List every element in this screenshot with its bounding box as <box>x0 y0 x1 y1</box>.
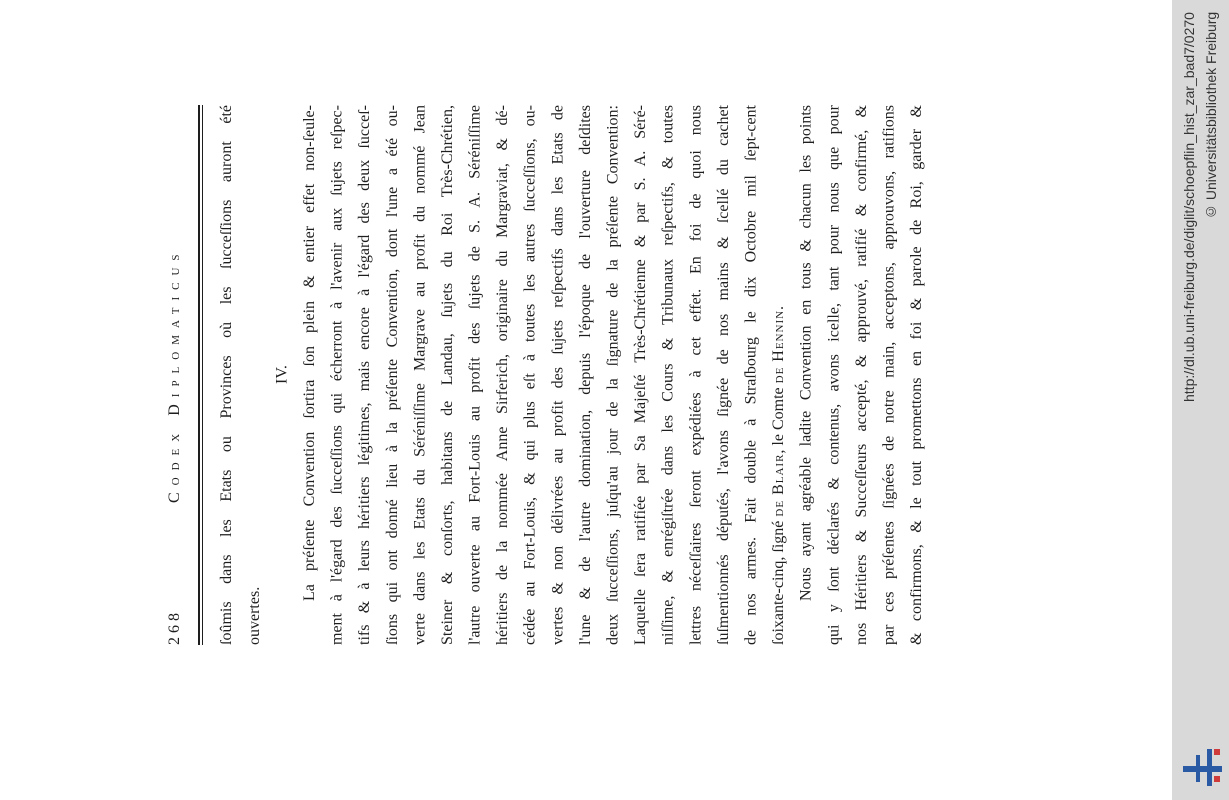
text-line: qui y ſont déclarés & contenus, avons icelle, tant pour nous que pour <box>825 105 843 645</box>
text-line: l'une & de l'autre domination, depuis l'époque de l'ouverture deſdites <box>576 105 594 645</box>
text-line: Nous ayant agréable ladite Convention en tous & chacun les points <box>797 105 815 601</box>
source-url: http://dl.ub.uni-freiburg.de/diglit/schoepflin_hist_zar_bad7/0270 <box>1181 12 1197 402</box>
second-signatory: de Hennin <box>770 309 788 384</box>
signature-text: , le Comte <box>770 383 788 454</box>
text-line: nos Héritiers & Succeſſeurs accepté, & approuvé, ratifié & confirmé, & <box>852 105 870 645</box>
text-line: lettres néceſſaires ſeront expédiées à cet effet. En foi de quoi nous <box>687 105 705 645</box>
page-number: 268 <box>166 609 183 645</box>
text-line: tifs & à leurs héritiers légitimes, mais encore à l'égard des deux ſucceſ- <box>356 105 374 645</box>
text-line: niſſime, & enrégiſtrée dans les Cours & Tribunaux reſpectifs, & toutes <box>659 105 677 645</box>
text-line: & confirmons, & le tout promettons en foi & parole de Roi, garder & <box>908 105 926 645</box>
text-line: Steiner & conſorts, habitans de Landau, ſujets du Roi Très-Chrétien, <box>438 105 456 645</box>
library-logo-icon <box>1180 745 1224 789</box>
text-line: ouvertes. <box>245 586 263 645</box>
signature-line <box>765 105 793 645</box>
text-line: vertes & non délivrées au profit des ſujets reſpectifs dans les Etats de <box>549 105 567 645</box>
viewer-sidebar <box>1172 0 1229 800</box>
running-title: Codex Diplomaticus <box>166 247 183 503</box>
running-head <box>160 105 190 645</box>
text-line: La préſente Convention ſortira ſon plein & entier effet non-ſeule- <box>300 105 318 601</box>
text-line: cédée au Fort-Louis, & qui plus eſt à toutes les autres ſucceſſions, ou- <box>521 105 539 645</box>
signature-text: ſoixante-cinq, ſigné <box>770 516 788 645</box>
text-line: verte dans les Etats du Séréniſſime Margrave au profit du nommé Jean <box>411 105 429 645</box>
text-line: ſuſmentionnés députés, l'avons ſignée de nos mains & ſcellé du cachet <box>714 105 732 645</box>
text-line: ſoûmis dans les Etats ou Provinces où les ſucceſſions auront été <box>218 105 236 645</box>
text-line: Laquelle ſera ratifiée par Sa Majeſté Très-Chrétienne & par S. A. Séré- <box>632 105 650 645</box>
text-line: deux ſucceſſions, juſqu'au jour de la ſignature de la préſente Convention: <box>604 105 622 645</box>
signature-text: . <box>770 305 788 310</box>
first-signatory: de Blair <box>770 453 788 517</box>
text-line: ſions qui ont donné lieu à la préſente Convention, dont l'une a été ou- <box>383 105 401 645</box>
head-rule <box>198 105 203 645</box>
page-text-block <box>160 105 931 645</box>
text-line: l'autre ouverte au Fort-Louis au profit des ſujets de S. A. Séréniſſime <box>466 105 484 645</box>
copyright-notice: © Universitätsbibliothek Freiburg <box>1203 12 1219 221</box>
sidebar-credits <box>1178 12 1224 484</box>
section-heading: IV. <box>273 365 291 385</box>
text-line: par ces préſentes ſignées de notre main, acceptons, approuvons, ratifions <box>880 105 898 645</box>
text-line: héritiers de la nommée Anne Sirferich, originaire du Margraviat, & dé- <box>494 105 512 645</box>
text-line: ment à l'égard des ſucceſſions qui écherront à l'avenir aux ſujets reſpec- <box>328 105 346 645</box>
text-line: de nos armes. Fait double à Straſbourg le dix Octobre mil ſept-cent <box>742 105 760 645</box>
